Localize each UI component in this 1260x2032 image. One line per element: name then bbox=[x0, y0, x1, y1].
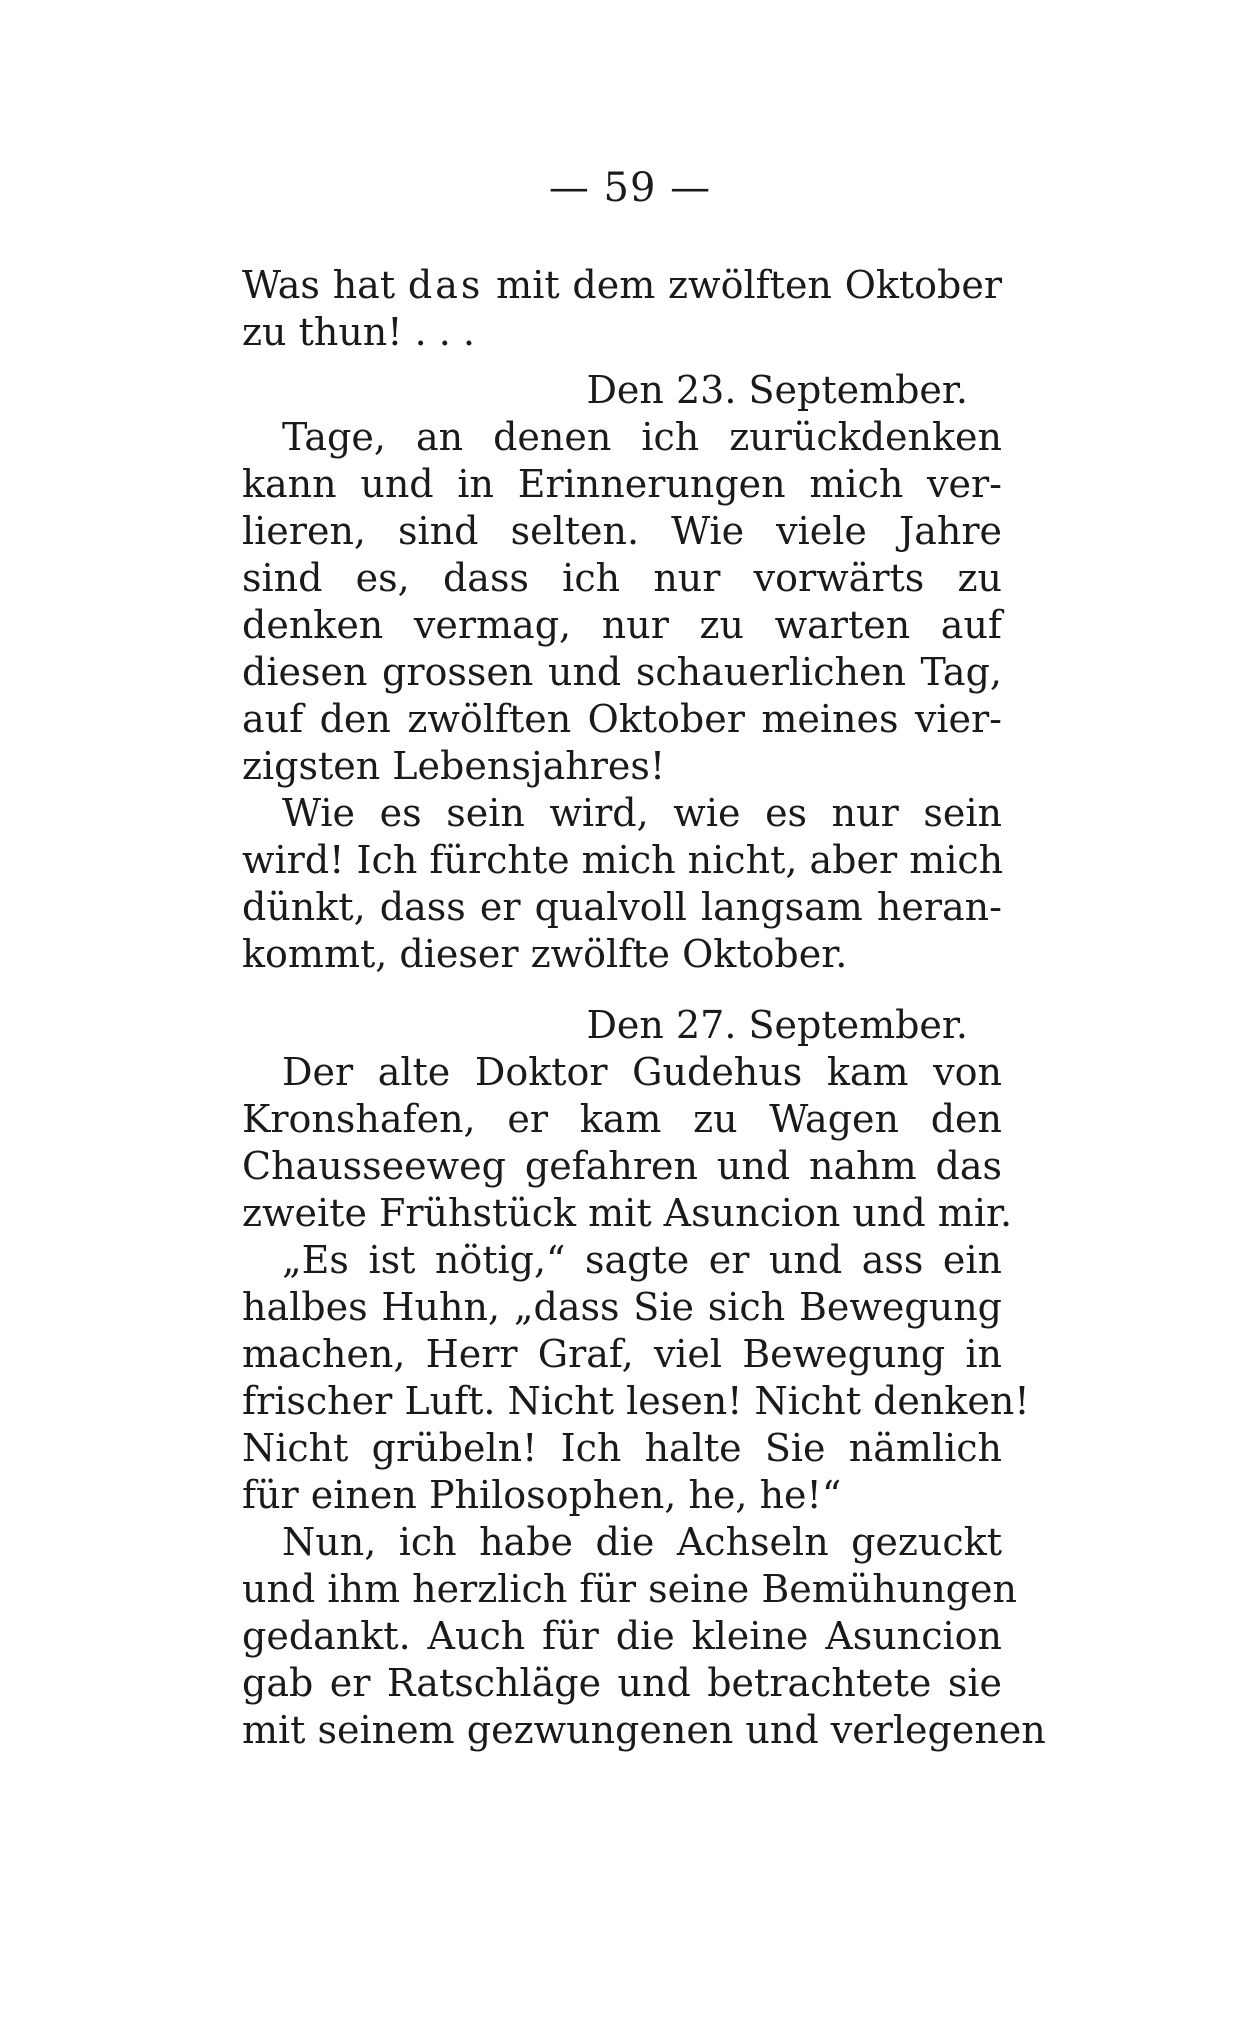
entry-date: Den 23. September. bbox=[586, 368, 968, 412]
text-line: wird! Ich fürchte mich nicht, aber mich bbox=[242, 838, 1004, 882]
text-line: mit seinem gezwungenen und verlegenen bbox=[242, 1708, 1046, 1752]
text-line: „Es ist nötig,“ sagte er und ass ein bbox=[282, 1238, 1002, 1282]
text-line: Wie es sein wird, wie es nur sein bbox=[282, 791, 1002, 835]
text-line: dünkt, dass er qualvoll langsam heran- bbox=[242, 885, 1002, 929]
text-line: halbes Huhn, „dass Sie sich Bewegung bbox=[242, 1285, 1002, 1329]
text-line: lieren, sind selten. Wie viele Jahre bbox=[242, 509, 1002, 553]
diary-entry-sept-27 bbox=[242, 1002, 1046, 1754]
diary-entry-sept-23 bbox=[242, 367, 1002, 978]
text-line: sind es, dass ich nur vorwärts zu bbox=[242, 556, 1002, 600]
text-line: zu thun! . . . bbox=[242, 310, 476, 354]
text-line: machen, Herr Graf, viel Bewegung in bbox=[242, 1332, 1002, 1376]
text-line: zigsten Lebensjahres! bbox=[242, 744, 666, 788]
text-line: Nun, ich habe die Achseln gezuckt bbox=[282, 1520, 1002, 1564]
text-line: gab er Ratschläge und betrachtete sie bbox=[242, 1661, 1002, 1705]
text-line: kommt, dieser zwölfte Oktober. bbox=[242, 932, 848, 976]
text-line: Der alte Doktor Gudehus kam von bbox=[282, 1050, 1002, 1094]
text-line: Kronshafen, er kam zu Wagen den bbox=[242, 1097, 1002, 1141]
text-line: auf den zwölften Oktober meines vier- bbox=[242, 697, 1002, 741]
text-line: Chausseeweg gefahren und nahm das bbox=[242, 1144, 1002, 1188]
text-line: Tage, an denen ich zurückdenken bbox=[282, 415, 1002, 459]
text-line: kann und in Erinnerungen mich ver- bbox=[242, 462, 1002, 506]
page-number: — 59 — bbox=[548, 165, 712, 211]
text-line: und ihm herzlich für seine Bemühungen bbox=[242, 1567, 1017, 1611]
text-line: gedankt. Auch für die kleine Asuncion bbox=[242, 1614, 1002, 1658]
text-line: diesen grossen und schauerlichen Tag, bbox=[242, 650, 1002, 694]
text-line: frischer Luft. Nicht lesen! Nicht denken! bbox=[242, 1379, 1030, 1423]
entry-date: Den 27. September. bbox=[586, 1003, 968, 1047]
entry-intro bbox=[242, 262, 1002, 356]
text-line: Nicht grübeln! Ich halte Sie nämlich bbox=[242, 1426, 1002, 1470]
text-line: denken vermag, nur zu warten auf bbox=[242, 603, 1002, 647]
text-line: für einen Philosophen, he, he!“ bbox=[242, 1473, 842, 1517]
text-line: Was hat das mit dem zwölften Oktober bbox=[242, 263, 1002, 307]
text-line: zweite Frühstück mit Asuncion und mir. bbox=[242, 1191, 1013, 1235]
